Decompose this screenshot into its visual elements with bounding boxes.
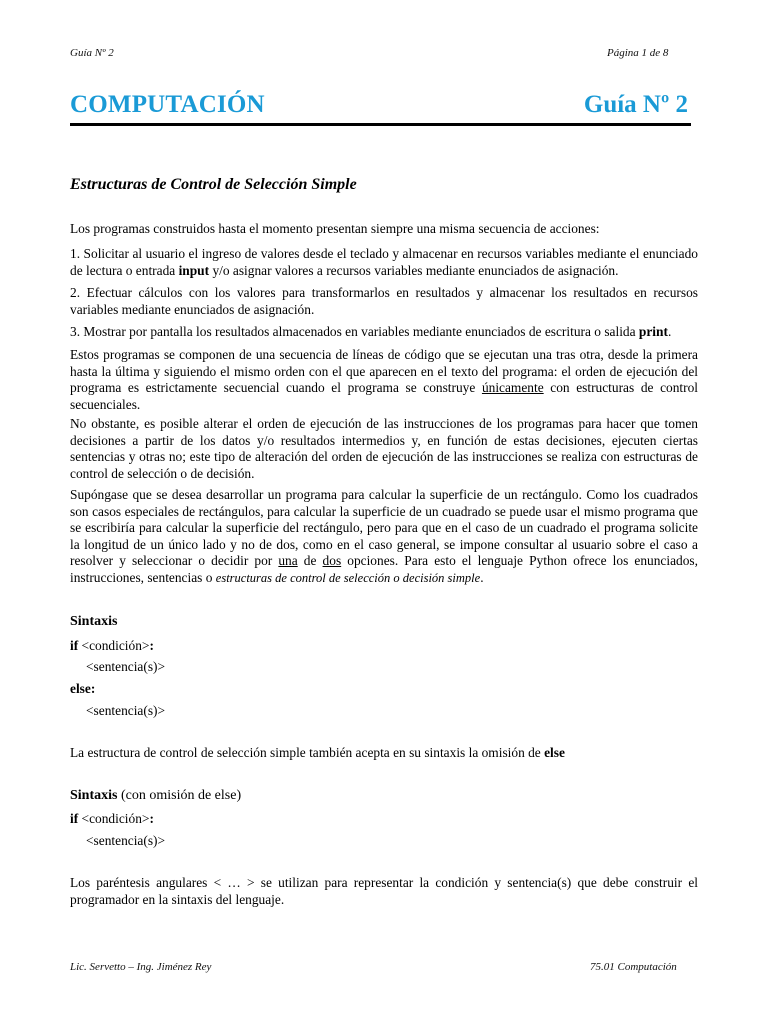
item-1 [70, 246, 698, 279]
para3-end: . [480, 569, 484, 585]
syntax2-colon: : [149, 811, 154, 826]
item-1-pre: 1. Solicitar al usuario el ingreso de valores desde el teclado y almacenar en recursos variables mediante el enunciado de lectura o entrada [70, 246, 698, 278]
title-row [70, 91, 690, 125]
para1-underlined: únicamente [481, 380, 544, 396]
para3-italic: estructuras de control de selección o decisión simple [215, 570, 481, 585]
header-page-number: Página 1 de 8 [607, 47, 669, 59]
para1-post: con estructuras de control secuenciales. [70, 380, 698, 412]
item-2-text: 2. Efectuar cálculos con los valores para transformarlos en resultados y almacenar los resultados en recursos variables mediante enunciados de asignación. [70, 285, 698, 317]
syntax2-heading-note: (con omisión de else) [117, 788, 242, 803]
omission-note [70, 745, 698, 762]
para3-pre: Supóngase que se desea desarrollar un programa para calcular la superficie de un rectángulo. Como los cuadrados son casos especiales de rectángulos, para calcular la superficie de un cuadrado se puede usar el mismo programa que se escribiría para calcular la superficie del rectángulo, pero para que en el caso de un cuadrado el programa solicite la longitud de un único lado y no de dos, como en el caso general, se impone consultar al usuario sobre el caso a resolver y seleccionar o decidir por [70, 487, 698, 569]
document-title: COMPUTACIÓN [70, 91, 265, 118]
item-1-post: y/o asignar valores a recursos variables mediante enunciados de asignación. [209, 262, 619, 278]
header-guide-label: Guía Nº 2 [70, 47, 114, 59]
title-rule [70, 123, 691, 126]
syntax-else-line [70, 681, 95, 697]
para3-mid: de [297, 553, 323, 569]
syntax-heading: Sintaxis [70, 614, 118, 629]
item-3 [70, 324, 698, 341]
syntax2-if-keyword: if [70, 811, 79, 826]
para2-text: No obstante, es posible alterar el orden de ejecución de las instrucciones de los programas para hacer que tomen decisiones a partir de los datos y/o resultados intermedios y, en función de estas decisiones, ejecuten ciertas sentencias y otras no; este tipo de alteración del orden de ejecución de las instrucciones se realiza con estructuras de control de selección o de decisión. [70, 416, 698, 481]
if-keyword: if [70, 638, 79, 653]
omission-else-keyword: else [544, 745, 565, 760]
para1-pre: Estos programas se componen de una secuencia de líneas de código que se ejecutan una tras otra, desde la primera hasta la última y siguiendo el mismo orden con el que aparecen en el texto del programa: el orden de ejecución del programa es estrictamente secuencial cuando el programa se construye [70, 347, 698, 396]
guide-title: Guía Nº 2 [583, 91, 688, 118]
section-subtitle: Estructuras de Control de Selección Simple [70, 176, 357, 193]
paragraph-sequential [70, 347, 698, 413]
paragraph-rectangle [70, 487, 698, 587]
if-condition: <condición> [78, 638, 150, 653]
intro-text: Los programas construidos hasta el momento presentan siempre una misma secuencia de acciones: [70, 221, 600, 236]
footer-course: 75.01 Computación [590, 961, 677, 973]
syntax2-statement-line: <sentencia(s)> [86, 833, 166, 848]
input-keyword: input [178, 262, 210, 278]
intro-paragraph [70, 221, 698, 238]
syntax2-if-line [70, 811, 154, 827]
syntax-else-statement-line: <sentencia(s)> [86, 703, 166, 718]
item-3-post: . [667, 324, 672, 339]
print-keyword: print [638, 324, 668, 339]
syntax2-heading-line [70, 788, 241, 804]
angular-brackets-paragraph [70, 875, 698, 908]
syntax2-condition: <condición> [78, 811, 150, 826]
omission-note-text: La estructura de control de selección simple también acepta en su sintaxis la omisión de [70, 745, 545, 760]
else-keyword: else: [70, 681, 96, 696]
if-colon: : [149, 638, 154, 653]
para3-underlined-una: una [278, 553, 298, 569]
syntax-statement-line: <sentencia(s)> [86, 659, 166, 674]
item-2 [70, 285, 698, 318]
paragraph-selection [70, 416, 698, 482]
para3-underlined-dos: dos [322, 553, 342, 569]
para3-post: opciones. Para esto el lenguaje Python ofrece los enunciados, instrucciones, sentencias o [70, 553, 698, 585]
para4-text: Los paréntesis angulares < … > se utilizan para representar la condición y sentencia(s) que debe construir el programador en la sintaxis del lenguaje. [70, 875, 698, 907]
item-3-pre: 3. Mostrar por pantalla los resultados almacenados en variables mediante enunciados de escritura o salida [70, 324, 639, 339]
footer-authors: Lic. Servetto – Ing. Jiménez Rey [70, 961, 212, 973]
syntax-if-line [70, 638, 154, 654]
syntax2-heading: Sintaxis [70, 788, 118, 803]
